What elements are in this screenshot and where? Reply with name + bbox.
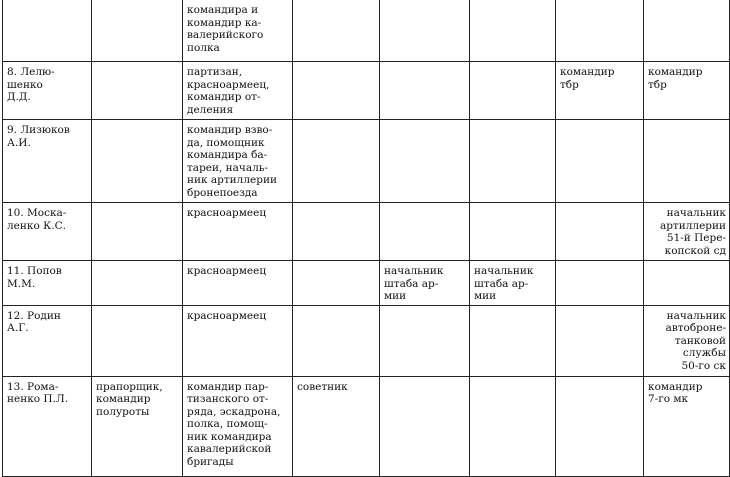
- table-cell: [293, 203, 380, 261]
- table-cell: [470, 305, 556, 376]
- table-cell: [293, 62, 380, 120]
- table-cell: [556, 261, 644, 306]
- person-name-cell: 9. Лизюков А.И.: [3, 120, 92, 203]
- table-cell: начальник штаба ар- мии: [470, 261, 556, 306]
- table-row: [3, 261, 730, 306]
- table-cell: [92, 120, 183, 203]
- table-cell: [644, 120, 730, 203]
- table-cell: [293, 120, 380, 203]
- table-cell: прапорщик, командир полуроты: [92, 376, 183, 476]
- table-cell: [470, 0, 556, 62]
- table-row: [3, 120, 730, 203]
- table-row: [3, 0, 730, 62]
- table-cell: советник: [293, 376, 380, 476]
- table-cell: [644, 0, 730, 62]
- table-cell: [556, 305, 644, 376]
- table-cell: командир тбр: [644, 62, 730, 120]
- table-cell: [293, 305, 380, 376]
- table-cell: [470, 203, 556, 261]
- table-cell: командир пар- тизанского от- ряда, эскадрона, полка, помощ- ник командира кавалерийской бригады: [183, 376, 293, 476]
- table-cell: [556, 376, 644, 476]
- table-cell: начальник автоброне- танковой службы 50-го ск: [644, 305, 730, 376]
- table-cell: красноармеец: [183, 305, 293, 376]
- table-cell: [556, 203, 644, 261]
- table-cell: начальник артиллерии 51-й Пере- копской сд: [644, 203, 730, 261]
- person-name-cell: 8. Лелю- шенко Д.Д.: [3, 62, 92, 120]
- person-name-cell: 13. Рома- ненко П.Л.: [3, 376, 92, 476]
- table-cell: [556, 120, 644, 203]
- table-row: [3, 305, 730, 376]
- biography-table: [2, 0, 730, 477]
- table-cell: командир тбр: [556, 62, 644, 120]
- table-cell: [470, 62, 556, 120]
- table-cell: [92, 203, 183, 261]
- table-cell: [293, 261, 380, 306]
- table-cell: [92, 0, 183, 62]
- table-cell: [470, 376, 556, 476]
- table-row: [3, 203, 730, 261]
- person-name-cell: 11. Попов М.М.: [3, 261, 92, 306]
- table-cell: командир взво- да, помощник командира ба- тареи, началь- ник артиллерии бронепоезда: [183, 120, 293, 203]
- table-cell: [380, 305, 470, 376]
- person-name-cell: 10. Моска- ленко К.С.: [3, 203, 92, 261]
- table-cell: [380, 62, 470, 120]
- table-cell: [380, 376, 470, 476]
- table-row: [3, 376, 730, 476]
- table-cell: [380, 0, 470, 62]
- table-cell: [92, 62, 183, 120]
- table-cell: красноармеец: [183, 261, 293, 306]
- table-cell: начальник штаба ар- мии: [380, 261, 470, 306]
- table-cell: [380, 203, 470, 261]
- table-cell: [92, 305, 183, 376]
- table-row: [3, 62, 730, 120]
- table-cell: командира и командир ка- валерийского полка: [183, 0, 293, 62]
- table-cell: [92, 261, 183, 306]
- table-cell: [644, 261, 730, 306]
- table-cell: [556, 0, 644, 62]
- table-cell: командир 7-го мк: [644, 376, 730, 476]
- table-cell: красноармеец: [183, 203, 293, 261]
- person-name-cell: 12. Родин А.Г.: [3, 305, 92, 376]
- person-name-cell: [3, 0, 92, 62]
- table-cell: [380, 120, 470, 203]
- table-cell: [470, 120, 556, 203]
- table-cell: [293, 0, 380, 62]
- table-cell: партизан, красноармеец, командир от- деления: [183, 62, 293, 120]
